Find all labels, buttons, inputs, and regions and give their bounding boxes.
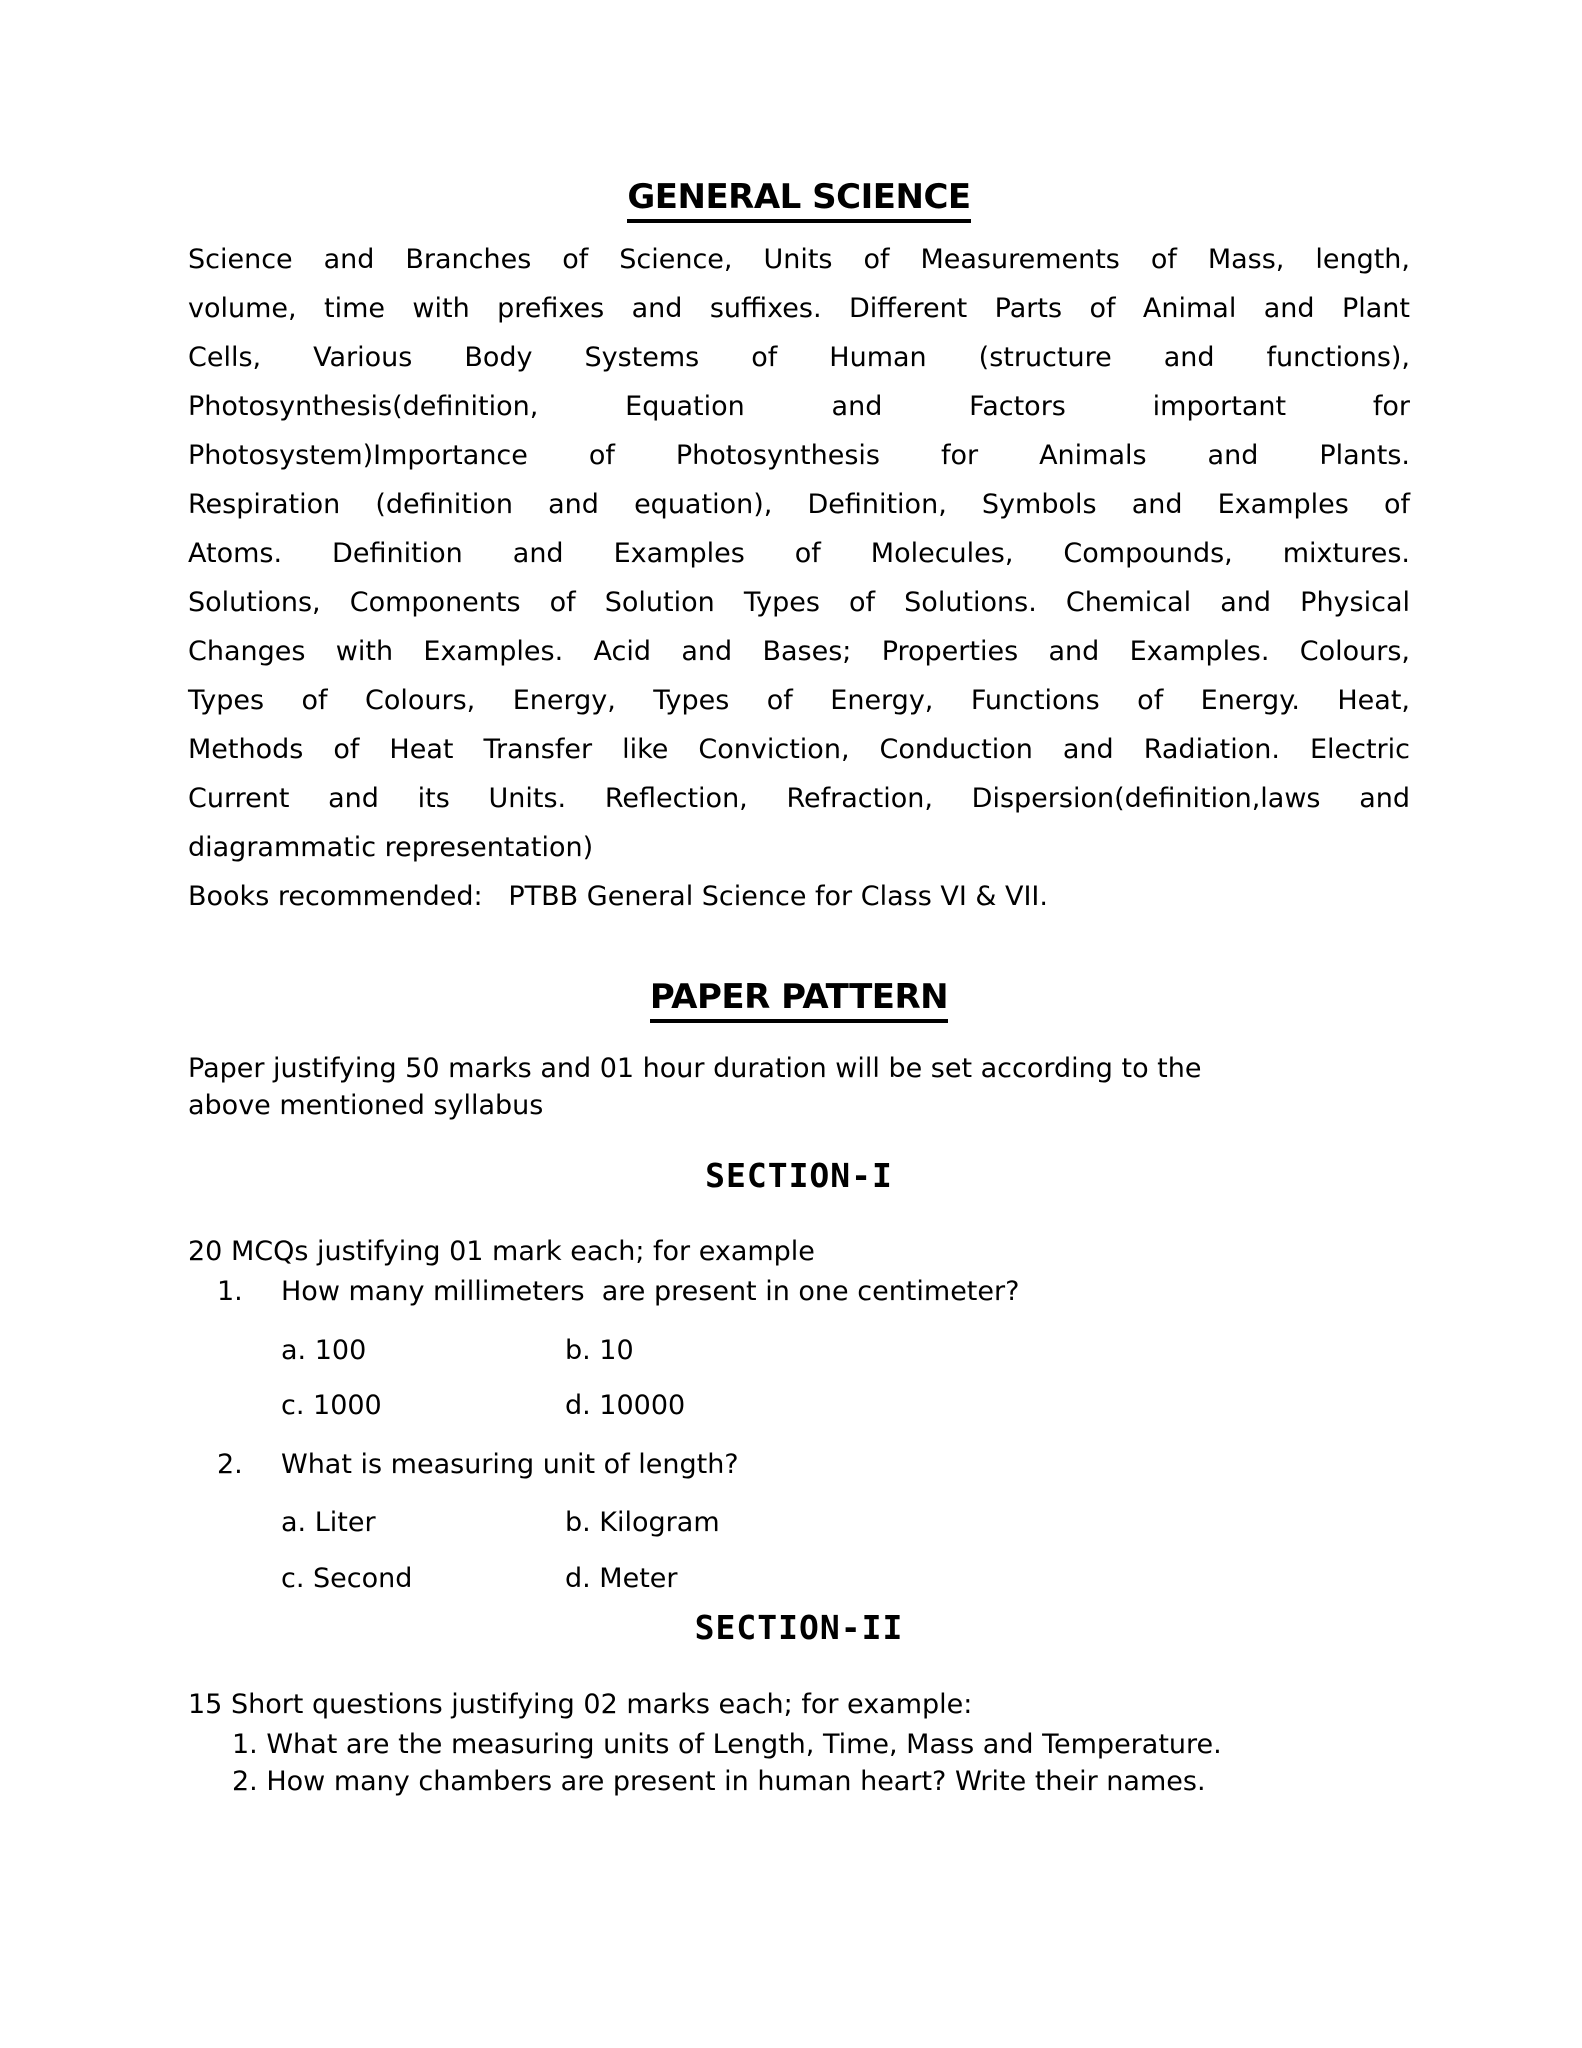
option-b: b. 10 <box>565 1335 634 1366</box>
option-c: c. 1000 <box>281 1390 382 1421</box>
question-number: 1. <box>217 1276 243 1307</box>
options-row <box>188 1504 1410 1541</box>
syllabus-line: Respiration (definition and equation), Definition, Symbols and Examples of <box>188 489 1410 520</box>
syllabus-line: Current and its Units. Reflection, Refraction, Dispersion(definition,laws and <box>188 783 1410 814</box>
syllabus-line: Types of Colours, Energy, Types of Energy, Functions of Energy. Heat, <box>188 685 1410 716</box>
short-question-item: 2. How many chambers are present in human heart? Write their names. <box>232 1766 1206 1797</box>
syllabus-line: volume, time with prefixes and suffixes. Different Parts of Animal and Plant <box>188 293 1410 324</box>
options-row <box>188 1560 1410 1597</box>
syllabus-line: Photosystem)Importance of Photosynthesis for Animals and Plants. <box>188 440 1410 471</box>
syllabus-line: Solutions, Components of Solution Types of Solutions. Chemical and Physical <box>188 587 1410 618</box>
options-row <box>188 1387 1410 1424</box>
syllabus-line: Cells, Various Body Systems of Human (structure and functions), <box>188 342 1410 373</box>
syllabus-paragraph <box>188 235 1410 921</box>
options-row <box>188 1332 1410 1369</box>
option-d: d. Meter <box>565 1563 678 1594</box>
paper-pattern-line: above mentioned syllabus <box>188 1090 544 1121</box>
syllabus-line: Changes with Examples. Acid and Bases; Properties and Examples. Colours, <box>188 636 1410 667</box>
page-title-text: GENERAL SCIENCE <box>627 177 970 223</box>
syllabus-line: Photosynthesis(definition, Equation and Factors important for <box>188 391 1410 422</box>
option-d: d. 10000 <box>565 1390 686 1421</box>
section1-heading: SECTION-I <box>705 1156 893 1195</box>
books-recommended-line: Books recommended: PTBB General Science for Class VI & VII. <box>188 881 1048 912</box>
short-question-item: 1. What are the measuring units of Length, Time, Mass and Temperature. <box>232 1729 1222 1760</box>
question-text: How many millimeters are present in one centimeter? <box>281 1276 1020 1307</box>
option-a: a. Liter <box>281 1507 376 1538</box>
question-number: 2. <box>217 1449 243 1480</box>
paper-pattern-heading <box>188 977 1410 1023</box>
paper-pattern-line: Paper justifying 50 marks and 01 hour duration will be set according to the <box>188 1053 1202 1084</box>
paper-pattern-heading-text: PAPER PATTERN <box>650 977 948 1023</box>
option-b: b. Kilogram <box>565 1507 720 1538</box>
syllabus-line: Atoms. Definition and Examples of Molecules, Compounds, mixtures. <box>188 538 1410 569</box>
question-row <box>188 1273 1410 1310</box>
syllabus-line: diagrammatic representation) <box>188 832 594 863</box>
syllabus-line: Science and Branches of Science, Units of Measurements of Mass, length, <box>188 244 1410 275</box>
paper-pattern-body <box>188 1050 1410 1124</box>
option-c: c. Second <box>281 1563 413 1594</box>
question-row <box>188 1446 1410 1483</box>
section2-items <box>188 1726 1410 1800</box>
section2-heading: SECTION-II <box>694 1608 904 1647</box>
syllabus-line: Methods of Heat Transfer like Conviction, Conduction and Radiation. Electric <box>188 734 1410 765</box>
section2-intro: 15 Short questions justifying 02 marks each; for example: <box>188 1689 973 1720</box>
section1-intro: 20 MCQs justifying 01 mark each; for example <box>188 1236 815 1267</box>
question-text: What is measuring unit of length? <box>281 1449 739 1480</box>
option-a: a. 100 <box>281 1335 367 1366</box>
page-title <box>188 177 1410 223</box>
